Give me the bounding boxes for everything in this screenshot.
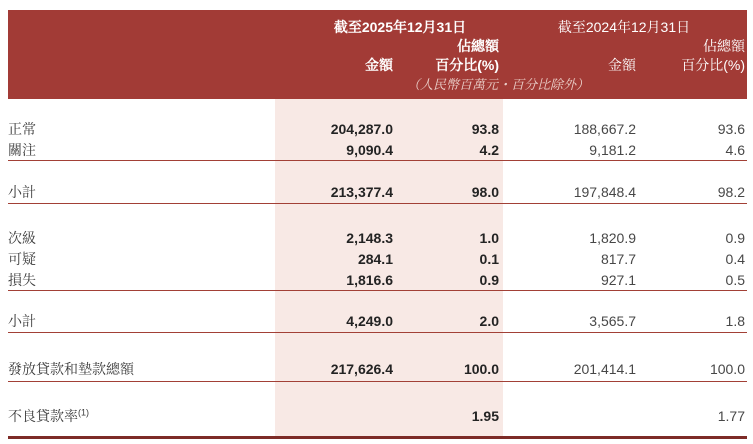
amount-2024 bbox=[501, 405, 638, 427]
amount-2025: 1,816.6 bbox=[346, 272, 393, 288]
spacer bbox=[8, 382, 747, 405]
row-label: 發放貸款和墊款總額 bbox=[8, 361, 134, 377]
footnote-marker: (1) bbox=[78, 407, 89, 418]
table-row-subtotal-performing bbox=[8, 181, 747, 204]
table-row-npl-ratio bbox=[8, 405, 747, 427]
pct-2024: 0.9 bbox=[725, 230, 745, 246]
header-unit-row bbox=[8, 75, 747, 94]
unit-note: （人民幣百萬元・百分比除外） bbox=[406, 77, 589, 92]
header-period-row bbox=[8, 18, 747, 37]
spacer bbox=[8, 161, 747, 181]
amount-2025: 217,626.4 bbox=[330, 361, 393, 377]
row-label: 正常 bbox=[8, 121, 36, 137]
spacer bbox=[8, 333, 747, 357]
amount-2025: 2,148.3 bbox=[346, 230, 393, 246]
table-row-doubtful bbox=[8, 249, 747, 270]
table-row-subtotal-npl bbox=[8, 311, 747, 333]
amount-2025: 213,377.4 bbox=[330, 184, 393, 200]
amount-2025 bbox=[275, 405, 395, 427]
pct-2024: 100.0 bbox=[709, 361, 745, 377]
pct-2024: 93.6 bbox=[717, 121, 745, 137]
amount-2024: 817.7 bbox=[600, 251, 636, 267]
percentage-header-2025: 百分比(%) bbox=[435, 57, 499, 73]
row-label: 次級 bbox=[8, 230, 36, 246]
amount-2025: 4,249.0 bbox=[346, 313, 393, 329]
pct-2025: 98.0 bbox=[471, 184, 499, 200]
amount-2024: 188,667.2 bbox=[573, 121, 636, 137]
table-bottom-rule bbox=[8, 436, 747, 439]
row-label: 關注 bbox=[8, 142, 36, 158]
pct-2025: 100.0 bbox=[463, 361, 499, 377]
amount-header-2024: 金額 bbox=[608, 57, 636, 73]
table-header bbox=[8, 10, 747, 99]
pct-2025: 0.9 bbox=[479, 272, 499, 288]
amount-2025: 9,090.4 bbox=[346, 142, 393, 158]
table-row-substandard bbox=[8, 228, 747, 249]
npl-ratio-label: 不良貸款率 bbox=[8, 408, 78, 424]
percentage-header-2024: 百分比(%) bbox=[681, 57, 745, 73]
pct-2025: 0.1 bbox=[479, 251, 499, 267]
table-row-normal bbox=[8, 119, 747, 140]
spacer bbox=[8, 99, 747, 119]
amount-2024: 1,820.9 bbox=[589, 230, 636, 246]
amount-header-2025: 金額 bbox=[365, 57, 393, 73]
pct-2025: 4.2 bbox=[479, 142, 499, 158]
amount-2024: 9,181.2 bbox=[589, 142, 636, 158]
amount-2024: 3,565.7 bbox=[589, 313, 636, 329]
row-label bbox=[8, 405, 275, 427]
amount-2025: 204,287.0 bbox=[330, 121, 393, 137]
row-label: 小計 bbox=[8, 184, 36, 200]
amount-2024: 927.1 bbox=[600, 272, 636, 288]
pct-2025: 1.95 bbox=[471, 408, 499, 424]
amount-2024: 201,414.1 bbox=[573, 361, 636, 377]
spacer bbox=[8, 204, 747, 228]
share-of-total-2024: 佔總額 bbox=[703, 38, 745, 54]
amount-2025: 284.1 bbox=[357, 251, 393, 267]
pct-2025: 1.0 bbox=[479, 230, 499, 246]
period-2024-label: 截至2024年12月31日 bbox=[557, 19, 691, 35]
spacer bbox=[8, 427, 747, 436]
pct-2024: 4.6 bbox=[725, 142, 745, 158]
table-row-loss bbox=[8, 270, 747, 291]
share-of-total-2025: 佔總額 bbox=[457, 38, 499, 54]
loan-classification-table bbox=[8, 10, 747, 439]
pct-2024: 98.2 bbox=[717, 184, 745, 200]
pct-2024: 0.4 bbox=[725, 251, 745, 267]
pct-2025: 2.0 bbox=[479, 313, 499, 329]
header-share-row bbox=[8, 37, 747, 56]
pct-2024: 1.77 bbox=[717, 408, 745, 424]
row-label: 損失 bbox=[8, 272, 36, 288]
pct-2025: 93.8 bbox=[471, 121, 499, 137]
spacer bbox=[8, 291, 747, 311]
table-row-total-loans bbox=[8, 357, 747, 382]
pct-2024: 0.5 bbox=[725, 272, 745, 288]
pct-2024: 1.8 bbox=[725, 313, 745, 329]
row-label: 可疑 bbox=[8, 251, 36, 267]
row-label: 小計 bbox=[8, 313, 36, 329]
period-2025-label: 截至2025年12月31日 bbox=[333, 19, 467, 35]
table-row-special-mention bbox=[8, 140, 747, 161]
header-columns-row bbox=[8, 56, 747, 75]
amount-2024: 197,848.4 bbox=[573, 184, 636, 200]
